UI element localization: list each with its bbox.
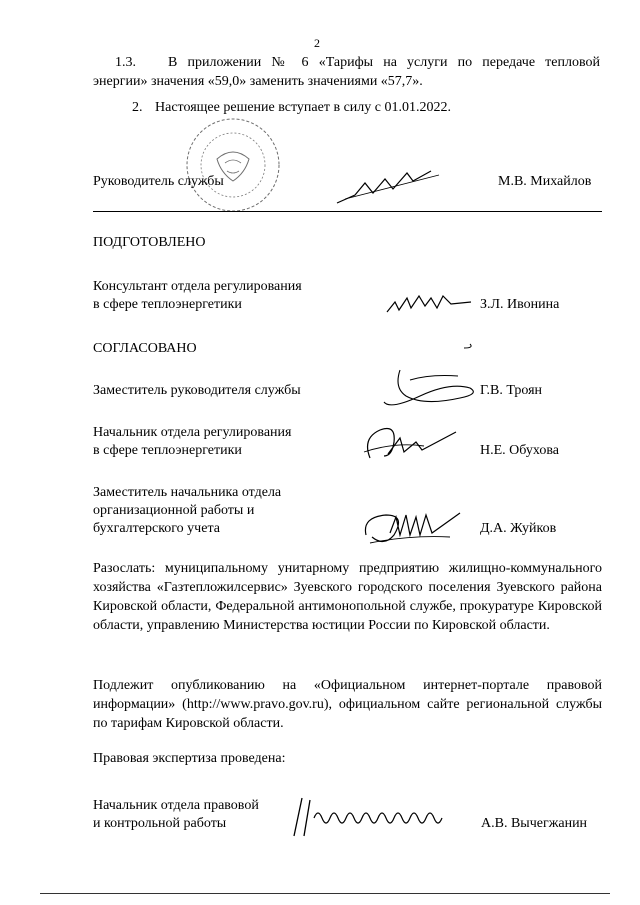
agreed-signature-1 — [370, 340, 480, 420]
agreed-signature-3 — [360, 505, 470, 550]
publication-paragraph: Подлежит опубликованию на «Официальном интернет-портале правовой информации» (http://www.pravo.gov.ru), официальном сайте региональной службы по тарифам Кировской области. — [93, 678, 602, 731]
legal-head-name: А.В. Вычегжанин — [481, 816, 588, 831]
item-text-line1: В приложении № 6 «Тарифы на услуги по передаче тепловой — [168, 55, 600, 70]
prepared-signature — [385, 288, 475, 318]
prepared-position-line1: Консультант отдела регулирования — [93, 279, 302, 294]
agreed-position-2-line2: в сфере теплоэнергетики — [93, 443, 242, 458]
official-stamp — [183, 115, 283, 215]
bottom-rule — [40, 893, 610, 894]
agreed-position-3-line1: Заместитель начальника отдела — [93, 485, 282, 500]
agreed-position-3-line3: бухгалтерского учета — [93, 521, 220, 536]
head-name: М.В. Михайлов — [498, 174, 592, 189]
agreed-name-2: Н.Е. Обухова — [480, 443, 559, 458]
legal-head-line2: и контрольной работы — [93, 816, 227, 831]
item-number: 1.3. — [115, 55, 136, 70]
item-text: Настоящее решение вступает в силу с 01.01.2022. — [155, 100, 451, 115]
agreed-position-3-line2: организационной работы и — [93, 503, 255, 518]
item-number: 2. — [132, 100, 143, 115]
legal-review-note: Правовая экспертиза проведена: — [93, 751, 286, 766]
prepared-heading: ПОДГОТОВЛЕНО — [93, 235, 206, 250]
head-signature — [335, 165, 445, 210]
agreed-position-1: Заместитель руководителя службы — [93, 383, 301, 398]
agreed-position-2-line1: Начальник отдела регулирования — [93, 425, 292, 440]
prepared-position-line2: в сфере теплоэнергетики — [93, 297, 242, 312]
head-title: Руководитель службы — [93, 174, 224, 189]
agreed-heading: СОГЛАСОВАНО — [93, 341, 197, 356]
agreed-name-1: Г.В. Троян — [480, 383, 543, 398]
prepared-name: З.Л. Ивонина — [480, 297, 560, 312]
page-number: 2 — [314, 36, 320, 50]
legal-head-line1: Начальник отдела правовой — [93, 798, 259, 813]
legal-signature — [280, 790, 480, 840]
item-text-line2: энергии» значения «59,0» заменить значениями «57,7». — [93, 74, 423, 89]
distribution-paragraph: Разослать: муниципальному унитарному предприятию жилищно-коммунального хозяйства «Газтепложилсервис» Зуевского городского поселения Зуевского района Кировской области, Федеральной антимонопольной службе, прокуратуре Кировской области, управлению Министерства юстиции России по Кировской области. — [93, 561, 602, 633]
separator-line — [93, 211, 602, 212]
agreed-name-3: Д.А. Жуйков — [480, 521, 557, 536]
agreed-signature-2 — [360, 418, 460, 468]
